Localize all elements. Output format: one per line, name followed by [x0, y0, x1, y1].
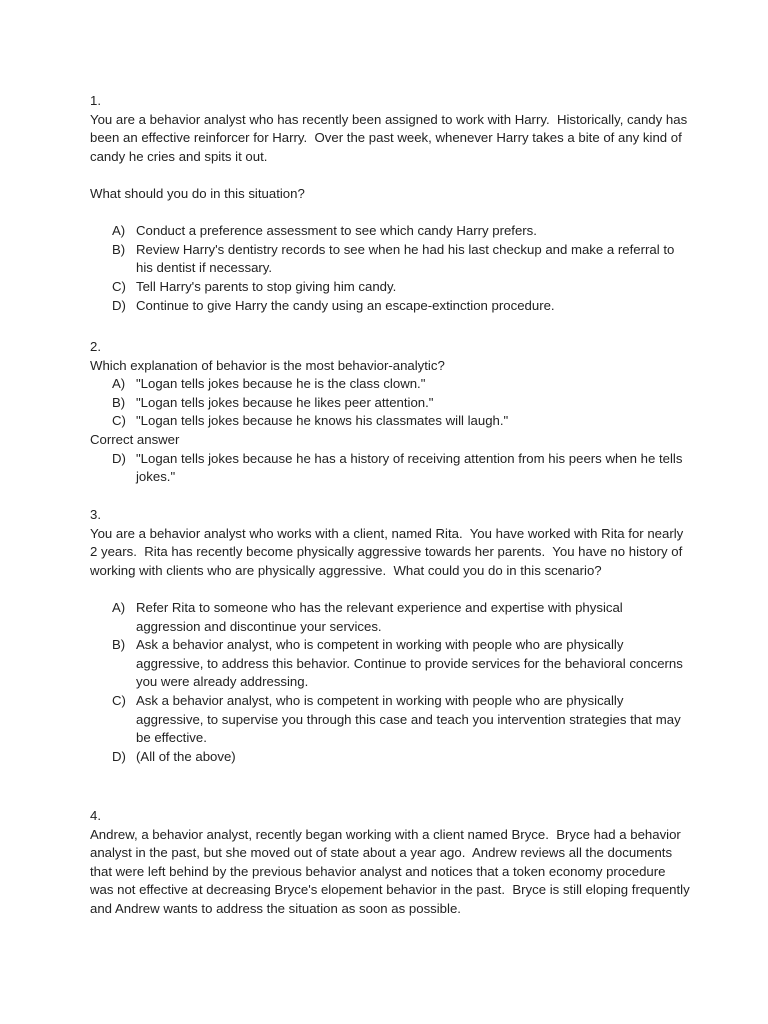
- option-text: Ask a behavior analyst, who is competent in working with people who are physically aggressive, to address this behavior. Continue to provide services for the behavioral concerns you were already addressing.: [136, 637, 683, 690]
- option-label: B): [112, 241, 126, 257]
- question-number: 1.: [90, 93, 101, 108]
- question-stem: You are a behavior analyst who works with a client, named Rita. You have worked with Rita for nearly 2 years. Rita has recently become physically aggressive towards her parents. You have no history of working with clients who are physically aggressive. What could you do in this scenario?: [90, 525, 687, 578]
- option-text: Tell Harry's parents to stop giving him candy.: [136, 278, 397, 294]
- question-stem: You are a behavior analyst who has recently been assigned to work with Harry. Historically, candy has been an effective reinforcer for Harry. Over the past week, whenever Harry takes a bite of any kind of candy he cries and spits it out.: [90, 111, 691, 164]
- correct-answer-label: Correct answer: [90, 431, 180, 447]
- option-d: [90, 297, 690, 316]
- option-text: "Logan tells jokes because he knows his classmates will laugh.": [136, 413, 509, 429]
- answer-options: [90, 599, 690, 766]
- question-number: 3.: [90, 507, 101, 522]
- option-label: D): [112, 450, 126, 466]
- option-label: C): [112, 278, 126, 294]
- answer-options: [90, 222, 690, 315]
- option-text: Refer Rita to someone who has the relevant experience and expertise with physical aggression and discontinue your services.: [136, 599, 623, 634]
- option-b: [90, 394, 690, 413]
- option-c: [90, 412, 690, 431]
- option-text: Conduct a preference assessment to see which candy Harry prefers.: [136, 223, 537, 239]
- option-d: [90, 748, 690, 767]
- option-a: [90, 222, 690, 241]
- option-label: B): [112, 637, 126, 653]
- question-3: [90, 506, 690, 766]
- answer-options: [90, 375, 690, 431]
- option-label: D): [112, 297, 126, 313]
- option-b: [90, 636, 690, 692]
- option-label: B): [112, 394, 126, 410]
- option-label: A): [112, 376, 126, 392]
- question-number: 4.: [90, 808, 101, 823]
- question-stem: Which explanation of behavior is the most behavior-analytic?: [90, 357, 445, 373]
- option-a: [90, 375, 690, 394]
- question-number: 2.: [90, 339, 101, 354]
- option-c: [90, 278, 690, 297]
- option-text: Continue to give Harry the candy using an escape-extinction procedure.: [136, 297, 555, 313]
- option-text: "Logan tells jokes because he is the class clown.": [136, 376, 426, 392]
- option-text: (All of the above): [136, 748, 236, 764]
- option-text: "Logan tells jokes because he has a history of receiving attention from his peers when he tells jokes.": [136, 450, 683, 485]
- option-label: C): [112, 692, 126, 708]
- option-text: Ask a behavior analyst, who is competent in working with people who are physically aggressive, to supervise you through this case and teach you intervention strategies that may be effective.: [136, 692, 681, 746]
- option-a: [90, 599, 690, 636]
- correct-answer-options: [90, 450, 690, 487]
- option-text: "Logan tells jokes because he likes peer attention.": [136, 394, 434, 410]
- question-1: [90, 92, 690, 315]
- option-label: A): [112, 599, 126, 615]
- question-4: [90, 807, 694, 919]
- option-c: [90, 692, 690, 748]
- question-prompt: What should you do in this situation?: [90, 185, 305, 201]
- option-d: [90, 450, 690, 487]
- option-label: C): [112, 413, 126, 429]
- question-2: [90, 338, 690, 487]
- option-b: [90, 241, 690, 278]
- option-text: Review Harry's dentistry records to see when he had his last checkup and make a referral to his dentist if necessary.: [136, 241, 675, 276]
- option-label: D): [112, 748, 126, 764]
- question-stem: Andrew, a behavior analyst, recently began working with a client named Bryce. Bryce had a behavior analyst in the past, but she moved out of state about a year ago. Andrew reviews all the documents that were left behind by the previous behavior analyst and notices that a token economy procedure was not effective at decreasing Bryce's elopement behavior in the past. Bryce is still eloping frequently and Andrew wants to address the situation as soon as possible.: [90, 826, 694, 916]
- option-label: A): [112, 223, 126, 239]
